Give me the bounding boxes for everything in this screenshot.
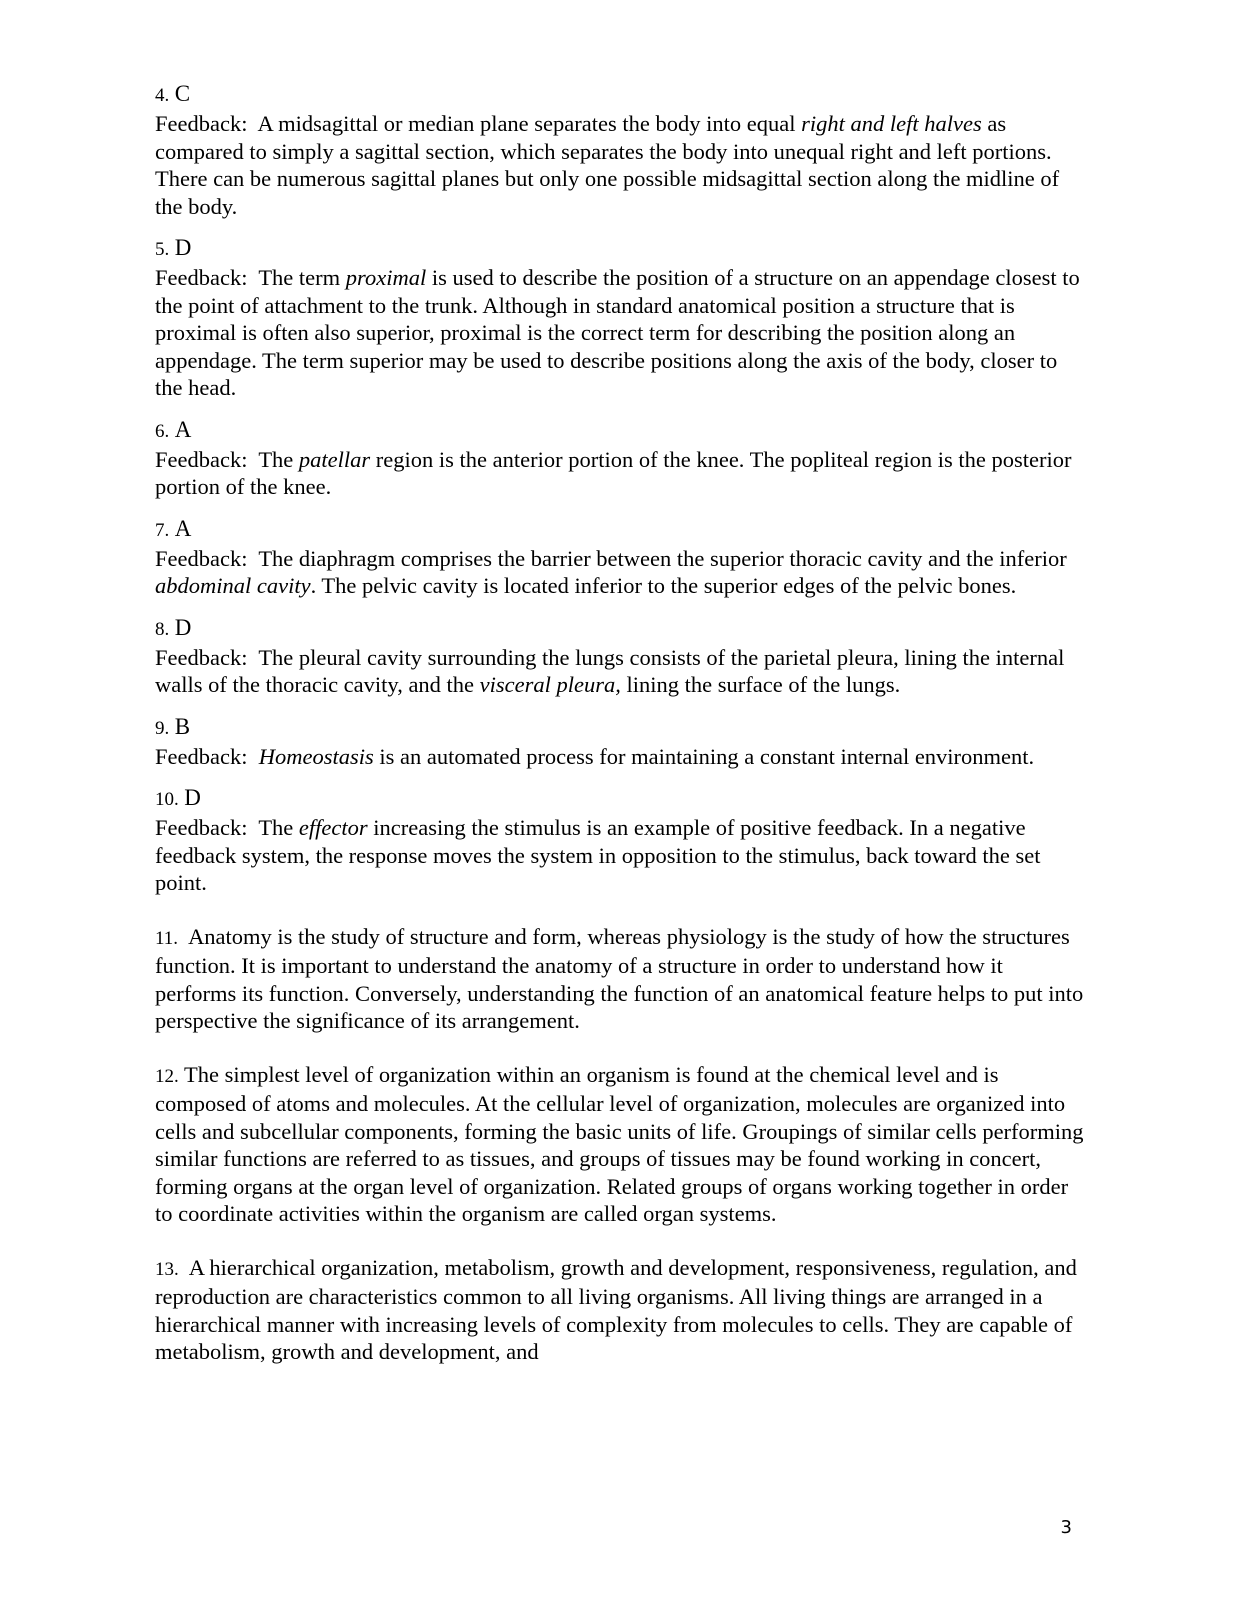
- answer-heading: [155, 713, 1085, 743]
- feedback-label: Feedback:: [155, 446, 248, 472]
- answer-letter: A: [174, 416, 192, 442]
- answer-item: [155, 784, 1085, 897]
- answer-letter: B: [174, 713, 191, 739]
- feedback-text: [155, 264, 1085, 402]
- emphasized-term: visceral pleura,: [479, 672, 621, 697]
- question-number: 5.: [155, 239, 170, 260]
- question-number: 12.: [155, 1065, 179, 1087]
- answer-letter: D: [174, 614, 192, 640]
- document-page: [155, 80, 1085, 1366]
- answer-letter: D: [184, 785, 201, 810]
- emphasized-term: patellar: [298, 446, 371, 472]
- feedback-segment: lining the surface of the lungs.: [620, 672, 901, 697]
- emphasized-term: proximal: [345, 265, 427, 290]
- feedback-segment: The: [258, 815, 299, 840]
- feedback-segment: increasing the stimulus is an example of positive feedback. In a negative feedback system, the response moves the system in opposition to the stimulus, back toward the set point.: [155, 815, 1041, 895]
- answer-letter: A: [174, 515, 192, 541]
- answer-heading: [155, 416, 1085, 446]
- emphasized-term: effector: [298, 815, 368, 840]
- answer-item: [155, 80, 1085, 220]
- feedback-segment: . The pelvic cavity is located inferior to the superior edges of the pelvic bones.: [310, 573, 1017, 598]
- answer-item: [155, 234, 1085, 402]
- answer-heading: [155, 784, 1085, 814]
- feedback-text: [155, 446, 1085, 501]
- essay-answer: [155, 1254, 1085, 1366]
- answer-heading: [155, 515, 1085, 545]
- essay-list: [155, 911, 1085, 1366]
- feedback-label: Feedback:: [155, 644, 248, 670]
- feedback-segment: The: [258, 446, 299, 472]
- question-number: 11.: [155, 927, 179, 949]
- essay-answer: [155, 1061, 1085, 1228]
- feedback-segment: as compared to simply a sagittal section, which separates the body into unequal right and left portions. There can be numerous sagittal planes but only one possible midsagittal section along the midline of the body.: [155, 111, 1060, 219]
- essay-text: A hierarchical organization, metabolism, growth and development, responsiveness, regulation, and reproduction are characteristics common to all living organisms. All living things are arranged in a hierarchical manner with increasing levels of complexity from molecules to cells. They are capable of metabolism, growth and development, and: [155, 1254, 1077, 1364]
- answer-letter: D: [174, 235, 192, 260]
- question-number: 10.: [155, 789, 179, 810]
- answer-item: [155, 614, 1085, 699]
- essay-text: The simplest level of organization within an organism is found at the chemical level and is composed of atoms and molecules. At the cellular level of organization, molecules are organized into cells and subcellular components, forming the basic units of life. Groupings of similar cells performing similar functions are referred to as tissues, and groups of tissues may be found working in concert, forming organs at the organ level of organization. Related groups of organs working together in order to coordinate activities within the organism are called organ systems.: [155, 1061, 1084, 1226]
- feedback-segment: region is the anterior portion of the knee. The popliteal region is the posterior portion of the knee.: [155, 446, 1072, 499]
- feedback-label: Feedback:: [155, 815, 248, 840]
- answer-heading: [155, 80, 1085, 110]
- answer-letter: C: [174, 81, 191, 106]
- emphasized-term: abdominal cavity: [155, 573, 311, 598]
- feedback-segment: is an automated process for maintaining a constant internal environment.: [373, 743, 1035, 769]
- emphasized-term: right and left halves: [801, 111, 982, 136]
- emphasized-term: Homeostasis: [258, 743, 374, 769]
- feedback-label: Feedback:: [155, 545, 248, 571]
- question-number: 8.: [155, 618, 170, 640]
- question-number: 6.: [155, 420, 170, 442]
- page-number: 3: [1060, 1517, 1072, 1538]
- feedback-label: Feedback:: [155, 265, 248, 290]
- question-number: 13.: [155, 1258, 179, 1280]
- feedback-label: Feedback:: [155, 111, 248, 136]
- feedback-text: [155, 814, 1085, 897]
- question-number: 9.: [155, 717, 170, 739]
- feedback-text: [155, 545, 1085, 600]
- feedback-segment: The diaphragm comprises the barrier between the superior thoracic cavity and the inferior: [258, 545, 1067, 571]
- feedback-text: [155, 110, 1085, 220]
- answer-item: [155, 416, 1085, 501]
- feedback-segment: A midsagittal or median plane separates the body into equal: [257, 111, 802, 136]
- feedback-text: [155, 644, 1085, 699]
- feedback-text: [155, 743, 1085, 771]
- feedback-segment: is used to describe the position of a structure on an appendage closest to the point of attachment to the trunk. Although in standard anatomical position a structure that is proximal is often also superior, proximal is the correct term for describing the position along an appendage. The term superior may be used to describe positions along the axis of the body, closer to the head.: [155, 265, 1080, 400]
- answer-heading: [155, 234, 1085, 264]
- feedback-label: Feedback:: [155, 743, 248, 769]
- essay-text: Anatomy is the study of structure and form, whereas physiology is the study of how the structures function. It is important to understand the anatomy of a structure in order to understand how it performs its function. Conversely, understanding the function of an anatomical feature helps to put into perspective the significance of its arrangement.: [155, 923, 1084, 1033]
- essay-answer: [155, 923, 1085, 1035]
- question-number: 7.: [155, 519, 170, 541]
- answer-item: [155, 713, 1085, 771]
- answer-heading: [155, 614, 1085, 644]
- question-number: 4.: [155, 85, 170, 106]
- answer-item: [155, 515, 1085, 600]
- answer-list: [155, 80, 1085, 911]
- feedback-segment: The term: [258, 265, 346, 290]
- feedback-segment: The pleural cavity surrounding the lungs consists of the parietal pleura, lining the internal walls of the thoracic cavity, and the: [155, 644, 1065, 697]
